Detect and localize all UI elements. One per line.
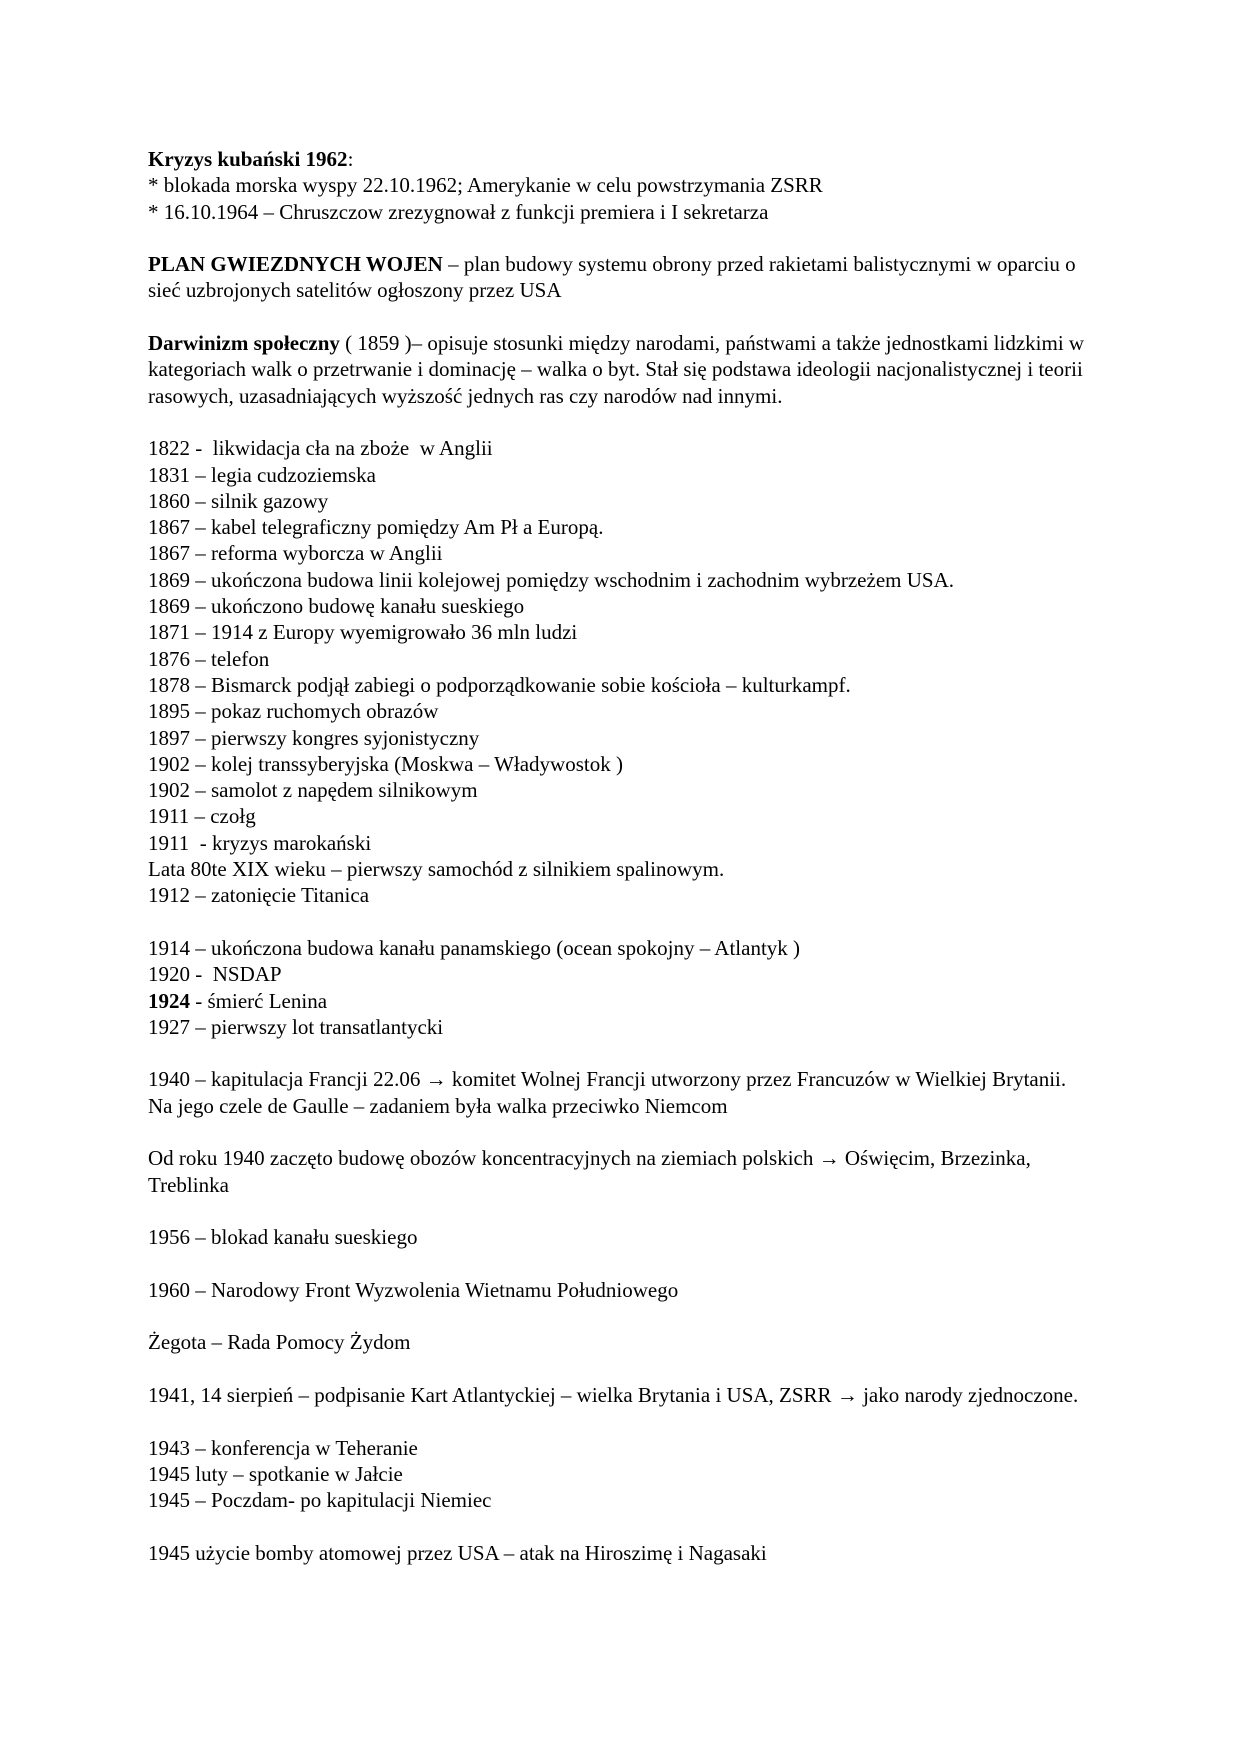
cuba-item: * blokada morska wyspy 22.10.1962; Amerykanie w celu powstrzymania ZSRR bbox=[148, 173, 823, 198]
timeline-item: 1924 - śmierć Lenina bbox=[148, 988, 328, 1013]
timeline-item: 1920 - NSDAP bbox=[148, 962, 282, 987]
arrow-right-icon: → bbox=[425, 1067, 447, 1092]
timeline-item: Lata 80te XIX wieku – pierwszy samochód z silnikiem spalinowym. bbox=[148, 857, 725, 882]
social-darwinism-paragraph: Darwinizm społeczny ( 1859 )– opisuje stosunki między narodami, państwami a także jednostkami lidzkimi w kategoriach walk o przetrwanie i dominację – walka o byt. Stał się podstawa ideologii nacjonalistycznej i teorii rasowych, uzasadniających wyższość jednych ras czy narodów nad innymi. bbox=[148, 331, 1085, 408]
timeline-item: 1878 – Bismarck podjął zabiegi o podporządkowanie sobie kościoła – kulturkampf. bbox=[148, 672, 851, 697]
star-wars-paragraph: PLAN GWIEZDNYCH WOJEN – plan budowy systemu obrony przed rakietami balistycznymi w oparciu o sieć uzbrojonych satelitów ogłoszony przez USA bbox=[148, 252, 1076, 303]
timeline-item: 1867 – reforma wyborcza w Anglii bbox=[148, 541, 443, 566]
timeline-list-2 bbox=[148, 935, 1088, 1040]
timeline-item: 1902 – kolej transsyberyjska (Moskwa – Władywostok ) bbox=[148, 751, 623, 776]
timeline-item: 1871 – 1914 z Europy wyemigrowało 36 mln ludzi bbox=[148, 620, 578, 645]
timeline-item: 1914 – ukończona budowa kanału panamskiego (ocean spokojny – Atlantyk ) bbox=[148, 935, 801, 960]
cuba-item: * 16.10.1964 – Chruszczow zrezygnował z funkcji premiera i I sekretarza bbox=[148, 199, 769, 224]
timeline-item: 1943 – konferencja w Teheranie bbox=[148, 1435, 418, 1460]
atomic-bomb-line: 1945 użycie bomby atomowej przez USA – atak na Hiroszimę i Nagasaki bbox=[148, 1540, 767, 1565]
arrow-right-icon: → bbox=[836, 1382, 858, 1407]
timeline-item: 1831 – legia cudzoziemska bbox=[148, 462, 377, 487]
timeline-item: 1869 – ukończono budowę kanału sueskiego bbox=[148, 594, 525, 619]
cuba-crisis-title: Kryzys kubański 1962 bbox=[148, 147, 348, 171]
timeline-item: 1822 - likwidacja cła na zboże w Anglii bbox=[148, 436, 493, 461]
suez-1956-line: 1956 – blokad kanału sueskiego bbox=[148, 1225, 418, 1250]
timeline-item: 1945 luty – spotkanie w Jałcie bbox=[148, 1461, 403, 1486]
france-1940-paragraph: 1940 – kapitulacja Francji 22.06 → komitet Wolnej Francji utworzony przez Francuzów w Wielkiej Brytanii. Na jego czele de Gaulle – zadaniem była walka przeciwko Niemcom bbox=[148, 1067, 1067, 1118]
timeline-item: 1897 – pierwszy kongres syjonistyczny bbox=[148, 725, 480, 750]
timeline-item: 1911 – czołg bbox=[148, 804, 256, 829]
arrow-right-icon: → bbox=[818, 1146, 840, 1171]
timeline-list-3 bbox=[148, 1435, 1088, 1514]
timeline-item: 1895 – pokaz ruchomych obrazów bbox=[148, 699, 439, 724]
timeline-item: 1876 – telefon bbox=[148, 646, 270, 671]
camps-paragraph: Od roku 1940 zaczęto budowę obozów koncentracyjnych na ziemiach polskich → Oświęcim, Brzezinka, Treblinka bbox=[148, 1146, 1031, 1197]
star-wars-term: PLAN GWIEZDNYCH WOJEN bbox=[148, 252, 443, 277]
timeline-item: 1945 – Poczdam- po kapitulacji Niemiec bbox=[148, 1488, 492, 1513]
timeline-item: 1869 – ukończona budowa linii kolejowej pomiędzy wschodnim i zachodnim wybrzeżem USA. bbox=[148, 567, 954, 592]
timeline-year-bold: 1924 bbox=[148, 988, 190, 1013]
timeline-item: 1912 – zatonięcie Titanica bbox=[148, 883, 370, 908]
timeline-item: 1911 - kryzys marokański bbox=[148, 830, 372, 855]
timeline-item: 1927 – pierwszy lot transatlantycki bbox=[148, 1014, 444, 1039]
timeline-item: 1867 – kabel telegraficzny pomiędzy Am Pł a Europą. bbox=[148, 515, 604, 540]
zegota-line: Żegota – Rada Pomocy Żydom bbox=[148, 1330, 411, 1355]
timeline-list-1 bbox=[148, 435, 1088, 908]
timeline-item: 1860 – silnik gazowy bbox=[148, 488, 329, 513]
document-page bbox=[148, 146, 1088, 1566]
timeline-item: 1902 – samolot z napędem silnikowym bbox=[148, 778, 478, 803]
vietnam-1960-line: 1960 – Narodowy Front Wyzwolenia Wietnamu Południowego bbox=[148, 1277, 679, 1302]
atlantic-charter-paragraph: 1941, 14 sierpień – podpisanie Kart Atlantyckiej – wielka Brytania i USA, ZSRR → jako narody zjednoczone. bbox=[148, 1382, 1079, 1407]
cuba-crisis-heading: Kryzys kubański 1962: bbox=[148, 147, 354, 171]
social-darwinism-term: Darwinizm społeczny bbox=[148, 331, 340, 356]
